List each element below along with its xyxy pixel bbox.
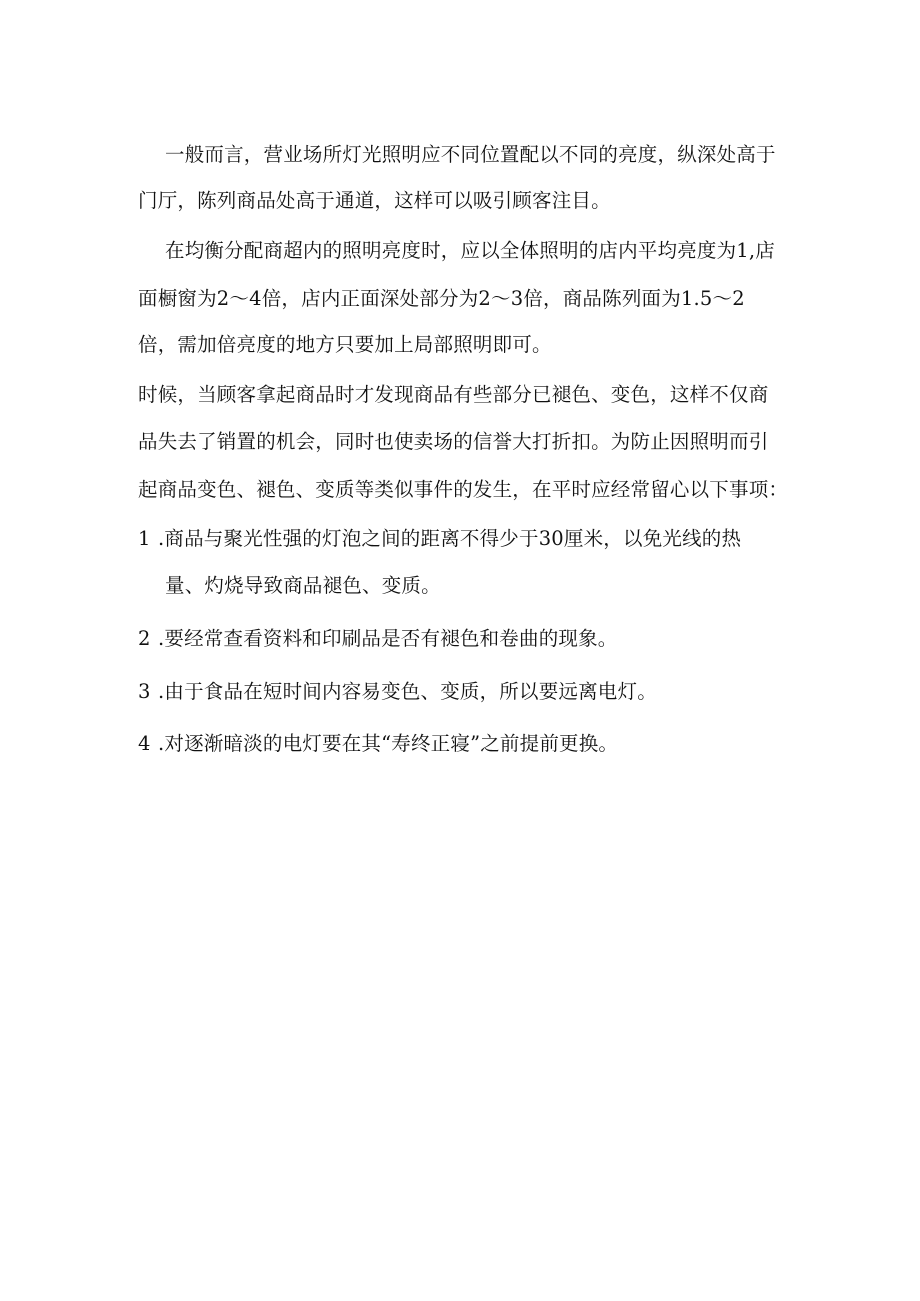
list-item-3-text: .由于食品在短时间内容易变色、变质，所以要远离电灯。 (158, 680, 657, 703)
paragraph-2-line-3: 倍，需加倍亮度的地方只要加上局部照明即可。 (138, 333, 552, 356)
list-item-1-line-2: 量、灼烧导致商品褪色、变质。 (165, 574, 441, 597)
paragraph-3-line-3: 起商品变色、褪色、变质等类似事件的发生，在平时应经常留心以下事项： (138, 478, 789, 501)
list-item-2-number: 2 (138, 627, 151, 650)
paragraph-1-line-2: 门厅，陈列商品处高于通道，这样可以吸引顾客注目。 (138, 189, 611, 212)
paragraph-3-line-1: 时候，当顾客拿起商品时才发现商品有些部分已褪色、变色，这样不仅商 (138, 383, 769, 406)
list-item-1-text: .商品与聚光性强的灯泡之间的距离不得少于30厘米，以免光线的热 (158, 527, 742, 550)
paragraph-1-line-1: 一般而言，营业场所灯光照明应不同位置配以不同的亮度，纵深处高于 (165, 143, 776, 166)
list-item-2-text: .要经常查看资料和印刷品是否有褪色和卷曲的现象。 (158, 627, 618, 650)
list-item-3 (138, 680, 657, 704)
list-item-2 (138, 627, 618, 651)
list-item-1-number: 1 (138, 527, 151, 550)
paragraph-2-line-1: 在均衡分配商超内的照明亮度时，应以全体照明的店内平均亮度为1,店 (165, 239, 776, 262)
list-item-3-number: 3 (138, 680, 151, 703)
paragraph-3-line-2: 品失去了销置的机会，同时也使卖场的信誉大打折扣。为防止因照明而引 (138, 430, 769, 453)
list-item-4-text: .对逐渐暗淡的电灯要在其“寿终正寝”之前提前更换。 (158, 732, 619, 755)
list-item-4 (138, 732, 618, 756)
list-item-1-line-1 (138, 527, 741, 551)
list-item-4-number: 4 (138, 732, 151, 755)
paragraph-2-line-2: 面橱窗为2～4倍，店内正面深处部分为2～3倍，商品陈列面为1.5～2 (138, 287, 745, 310)
